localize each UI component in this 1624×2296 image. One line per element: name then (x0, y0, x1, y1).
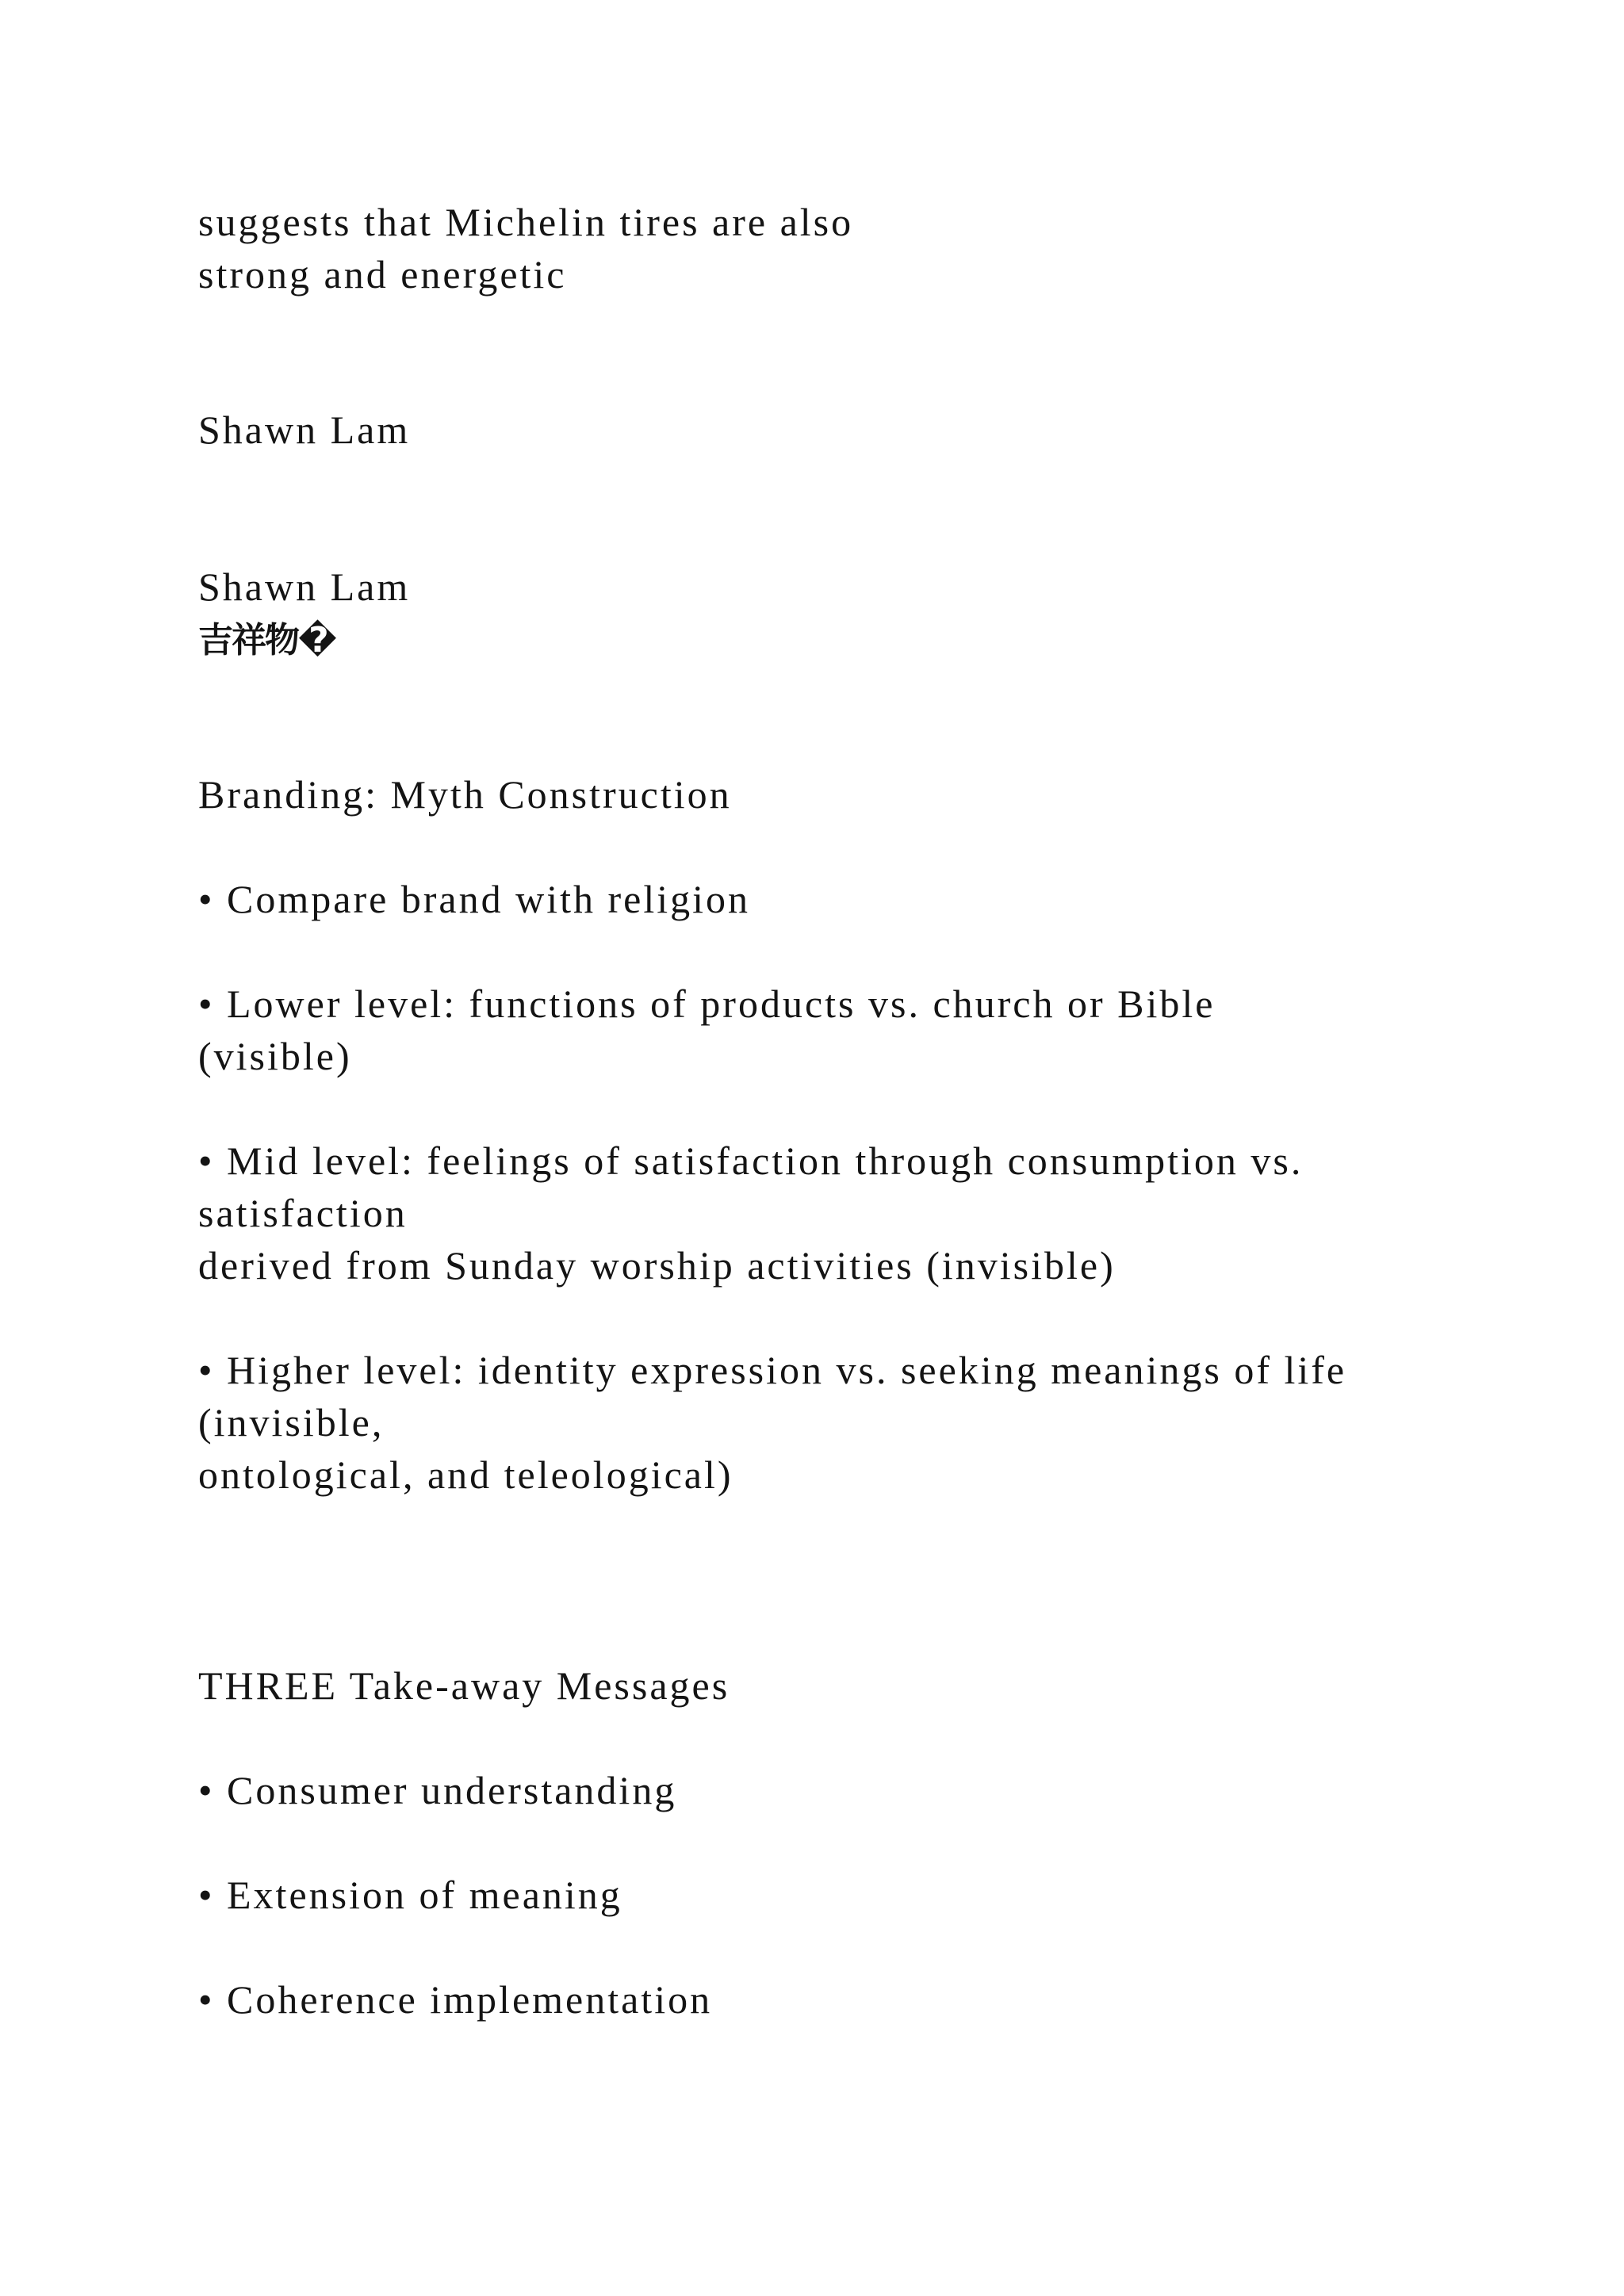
takeaways-heading: THREE Take-away Messages (198, 1663, 730, 1708)
bullet-lower-line-1: • Lower level: functions of products vs. church or Bible (198, 982, 1216, 1026)
bullet-higher-line-3: ontological, and teleological) (198, 1452, 733, 1497)
takeaway-item-consumer: • Consumer understanding (198, 1768, 677, 1812)
branding-heading: Branding: Myth Construction (198, 772, 732, 817)
bullet-mid-line-3: derived from Sunday worship activities (invisible) (198, 1243, 1116, 1288)
author-name: Shawn Lam (198, 408, 411, 452)
mascot-label: 吉祥物� (198, 620, 335, 660)
bullet-higher-line-1: • Higher level: identity expression vs. seeking meanings of life (198, 1348, 1347, 1392)
intro-line-2: strong and energetic (198, 252, 567, 297)
bullet-higher-line-2: (invisible, (198, 1400, 385, 1445)
author-name-repeat: Shawn Lam (198, 564, 411, 609)
takeaway-item-coherence: • Coherence implementation (198, 1977, 713, 2022)
bullet-mid-line-2: satisfaction (198, 1191, 408, 1235)
takeaway-item-extension: • Extension of meaning (198, 1873, 622, 1917)
bullet-lower-line-2: (visible) (198, 1034, 352, 1078)
bullet-compare: • Compare brand with religion (198, 877, 751, 921)
bullet-mid-line-1: • Mid level: feelings of satisfaction through consumption vs. (198, 1138, 1304, 1183)
intro-line-1: suggests that Michelin tires are also (198, 200, 854, 244)
